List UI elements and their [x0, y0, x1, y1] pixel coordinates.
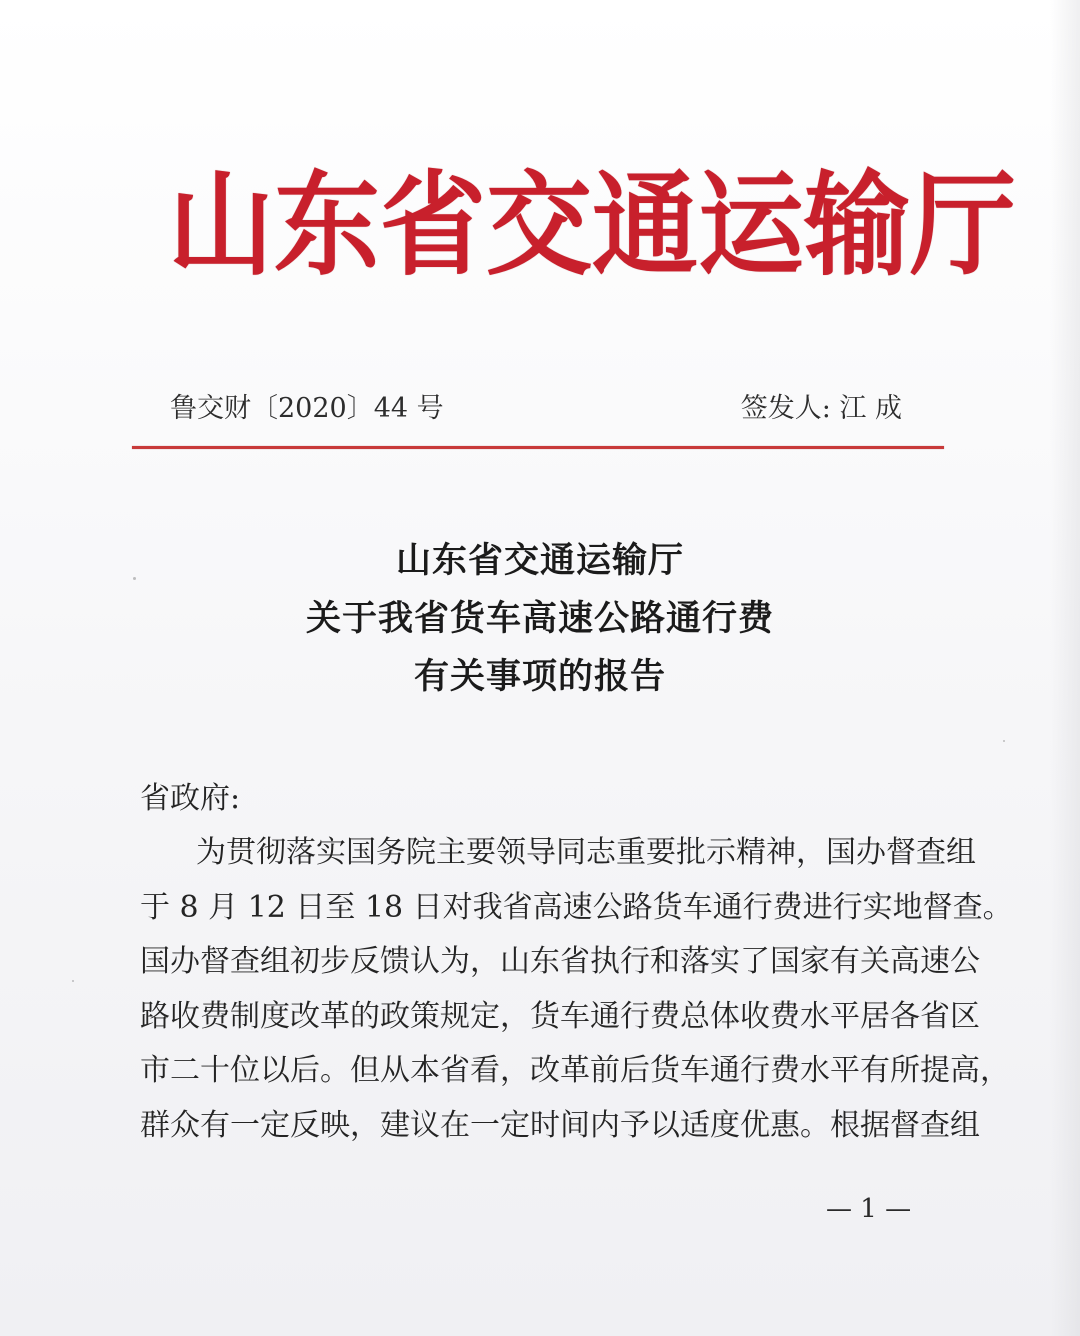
body-line: 市二十位以后。但从本省看，改革前后货车通行费水平有所提高，: [140, 1053, 1010, 1088]
letterhead-char: 山: [168, 158, 274, 291]
body-line: 国办督查组初步反馈认为，山东省执行和落实了国家有关高速公: [140, 944, 980, 979]
letterhead-char: 输: [804, 158, 910, 291]
document-title: [180, 532, 900, 706]
letterhead-char: 通: [592, 158, 698, 291]
scan-speck: [1003, 740, 1005, 742]
letterhead-char: 东: [274, 158, 380, 291]
body-paragraph: [140, 826, 1013, 1153]
letterhead-char: 运: [698, 158, 804, 291]
document-number: 鲁交财〔2020〕44 号: [170, 393, 444, 424]
title-line: 关于我省货车高速公路通行费: [305, 599, 774, 639]
red-letterhead: [168, 151, 1016, 299]
letterhead-char: 厅: [910, 158, 1016, 291]
red-divider-line: [132, 446, 944, 449]
body-line: 为贯彻落实国务院主要领导同志重要批示精神，国办督查组: [196, 835, 976, 870]
letterhead-char: 交: [486, 158, 592, 291]
page-number: — 1 —: [826, 1194, 912, 1224]
title-line: 有关事项的报告: [413, 657, 666, 697]
body-line: 路收费制度改革的政策规定，货车通行费总体收费水平居各省区: [140, 998, 980, 1034]
addressee: 省政府:: [140, 781, 241, 816]
scan-speck: [133, 577, 136, 580]
title-line: 山东省交通运输厅: [395, 541, 684, 581]
body-line: 群众有一定反映，建议在一定时间内予以适度优惠。根据督查组: [140, 1107, 980, 1143]
body-line: 于 8 月 12 日至 18 日对我省高速公路货车通行费进行实地督查。: [140, 889, 1013, 925]
letterhead-char: 省: [380, 158, 486, 291]
scan-speck: [72, 980, 74, 982]
page-edge-shadow: [1050, 0, 1080, 1336]
signer: 签发人: 江 成: [740, 393, 902, 424]
